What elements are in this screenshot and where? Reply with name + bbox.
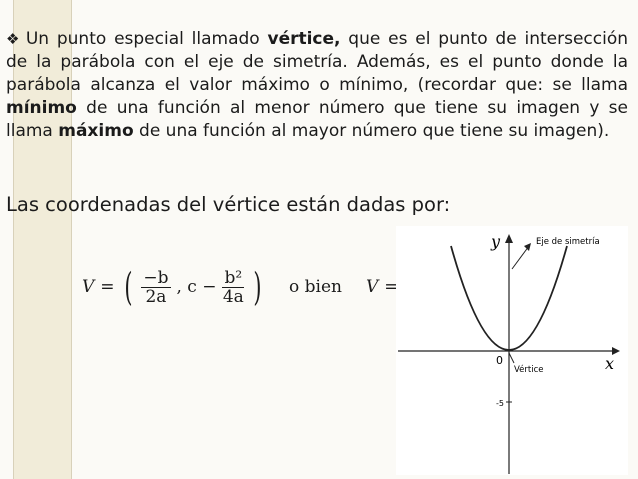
frac2-denominator: 4a — [222, 286, 244, 307]
axis-pointer-arrow-icon — [524, 243, 531, 251]
y-axis-label: y — [491, 232, 501, 251]
bold-vertice: vértice, — [267, 29, 341, 49]
para-text-4: de una función al mayor número que tiene su imagen). — [133, 121, 610, 141]
para-text-3: de una función al menor número que tiene su imagen y se llama — [6, 98, 628, 141]
formula-v: V — [82, 277, 95, 297]
formula-vertex-pair: (xᵥ, yᵥ) — [404, 277, 461, 297]
axis-pointer-line — [512, 246, 529, 269]
diamond-bullet-icon: ❖ — [6, 30, 22, 48]
y-tick-label: -5 — [496, 399, 504, 408]
origin-label: 0 — [496, 354, 503, 367]
formula-v2: V — [365, 277, 379, 297]
formula-o-bien: o bien — [289, 277, 342, 297]
frac2-numerator: b² — [224, 267, 243, 288]
bold-maximo: máximo — [58, 121, 134, 141]
symmetry-axis-label: Eje de simetría — [536, 237, 600, 247]
x-axis-label: x — [605, 354, 615, 373]
fraction-neg-b-over-2a — [141, 269, 170, 306]
formula-equals-2: = — [384, 277, 399, 297]
fraction-b2-over-4a — [222, 269, 244, 306]
frac1-numerator: −b — [143, 267, 169, 288]
left-paren-icon: ( — [123, 265, 133, 309]
right-paren-icon: ) — [253, 265, 262, 309]
vertex-pointer-line — [509, 353, 514, 363]
para-text-2: que es el punto de intersección de la parábola con el eje de simetría. Además, es el punto donde la parábola alcanza el valor máximo o mínimo, (recordar que: se llama — [6, 29, 628, 95]
vertex-label: Vértice — [514, 365, 544, 375]
frac1-denominator: 2a — [145, 286, 167, 307]
coordinates-heading: Las coordenadas del vértice están dadas por: — [6, 193, 451, 216]
y-axis-arrow-icon — [505, 234, 513, 243]
formula-comma-c: , c − — [176, 277, 217, 297]
parabola-graph — [396, 226, 628, 475]
bold-minimo: mínimo — [6, 98, 77, 118]
para-text-1: Un punto especial llamado — [25, 29, 268, 49]
vertex-definition-paragraph — [6, 28, 628, 143]
formula-equals: = — [100, 277, 115, 297]
